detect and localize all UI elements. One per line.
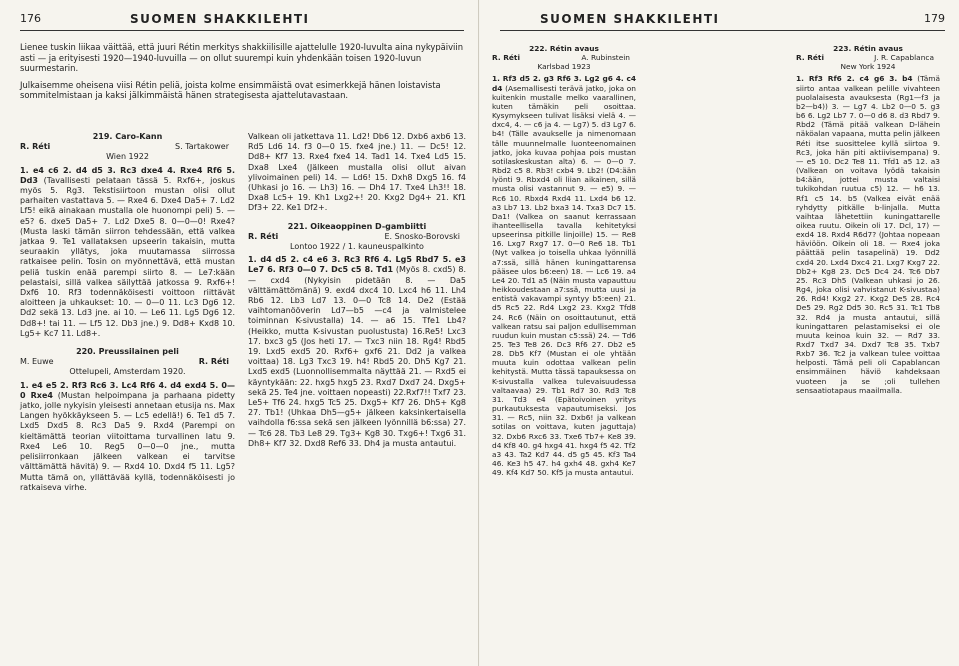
game-title: 221. Oikeaoppinen D-gambiitti bbox=[287, 221, 427, 231]
black-player: R. Réti bbox=[198, 357, 229, 367]
running-head-left bbox=[20, 12, 464, 31]
game-title: 222. Rétin avaus bbox=[529, 44, 599, 53]
game-players bbox=[20, 357, 235, 367]
white-player: R. Réti bbox=[248, 231, 279, 241]
game-moves bbox=[20, 381, 235, 493]
page-number: 176 bbox=[20, 12, 41, 25]
key-moves: 1. Rf3 d5 2. g3 Rf6 3. Lg2 g6 4. c4 d4 bbox=[492, 74, 636, 93]
game-moves bbox=[492, 74, 636, 477]
game-meta: Lontoo 1922 / 1. kauneuspalkinto bbox=[290, 242, 424, 252]
black-player: J. R. Capablanca bbox=[874, 53, 934, 63]
key-moves: 1. Rf3 Rf6 2. c4 g6 3. b4 bbox=[796, 74, 913, 84]
game-moves bbox=[248, 255, 466, 449]
black-player: A. Rubinstein bbox=[581, 53, 630, 63]
white-player: R. Réti bbox=[20, 142, 51, 152]
annotated-moves: (Tämä siirto antaa valkean pelille vivahteen puolalaisesta avauksesta (Rg1—f3 ja b2—b4)) 3. — Lg7 4. Lb2 0—0 5. g3 b6 6. Lg2 Lb7 7. 0—0 d6 8. d3 Rbd7 9. Rbd2 (Tämä pitää valkean D-lähein näköalan vapaana, mutta pelin jälkeen Réti itse suosittelee kyllä siirtoa 9. Rc3, joka hän piti aktiivisempana) 9. — e5 10. Dc2 Te8 11. Tfd1 a5 12. a3 (Valkean on voitava lyödä takaisin b4:ään, jottei musta valtaisi tukikohdan ruutua c5) 12. — h6 13. Rf1 c5 14. b5 (Valkea eivät enää ryhdytty pitkälle b-linjalla. Mutta vaihtaa lähetettiin kuningattarelle oikea ruutu. Oikein oli 17. Dcl, 17) — exd4 18. Rxd4 R6d7? (Johtaa nopeaan häviöön. Oikein oli 18. — Rxe4 joka päättää pelin tasapelinä) 19. Dd2 cxd4 20. Lxd4 Dxc4 21. Lxg7 Kxg7 22. Db2+ Kg8 23. Dc5 Dc4 24. Tc6 Db7 25. Rc3 Dh5 (Valkean uhkasi jo 26. Rg4, joka olisi vahvistanut K-sivustaa) 26. Rd4! Kxg2 27. Kxg2 De5 28. Rc4 De5 29. Rg2 Dd5 30. Rc5 31. Tc1 Tb8 32. Rd4 ja musta antautui, sillä kuningattaren pelastamiseksi ei ole muuta keinoa kuin 32. — Rd7 33. Rxd7 Txd7 34. Dxd7 Tc8 35. Txb7 Rxb7 36. Tc2 ja valkean tulee voittaa helposti. Tämä peli oli Capablancan ensimmäinen häviö kahdeksaan vuoteen ja se ;oli tullehen sensaatiotapaus maailmalla. bbox=[796, 74, 940, 395]
column-1 bbox=[492, 44, 636, 485]
white-player: M. Euwe bbox=[20, 357, 54, 367]
game-players bbox=[248, 232, 466, 242]
right-page bbox=[480, 0, 959, 666]
annotated-moves: (Myös 8. cxd5) 8. — cxd4 (Nykyisin pidetään 8. — Da5 välttämättömänä) 9. exd4 dxc4 10. Lxc4 h6 11. Lh4 Rb6 12. Lb3 Ld7 13. 0—0 Tc8 14. De2 (Estää vaihtomanööverin Ld7—b5 —c4 ja valmistelee toiminnan K-sivustalla) 14. — a6 15. Tfe1 Lb4? (Heikko, mutta K-sivustan puolustusta) 16.Re5! Lxc3 17. bxc3 g5 (Jos heti 17. — Txc3 niin 18. Rg4! Rbd5 19. Lxd5 exd5 20. Rxf6+ gxf6 21. Dd2 ja valkea voittaa) 18. Lg3 Txc3 19. h4! Rbd5 20. Dh5 Kg7 21. Lxd5 exd5 (Luonnollisemmalta näyttää 21. — Rxd5 ei käyntykään: 22. hxg5 hxg5 23. Rxd7 Dxd7 24. Dxg5+ sekä 25. Te4 jne. voittaen nopeasti) 22.Rxf7!! Txf7 23. Le5+ Tf6 24. hxg5 Tc5 25. Dxg5+ Kf7 26. Dh5+ Kg8 27. Tb1! (Uhkaa Dh5—g5+ jälkeen kaksinkertaisella vaihdolla f6:ssa sekä sen jälkeen lyönnillä b6:ssa) 27. — Tc6 28. Tb3 Le8 29. Tg3+ Kg8 30. Txg6+! Txg6 31. Dh8+ Kf7 32. Dxd8 Ref6 33. Dh4 ja musta antautui. bbox=[248, 265, 466, 448]
game-meta: New York 1924 bbox=[840, 62, 896, 72]
journal-title: SUOMEN SHAKKILEHTI bbox=[130, 12, 310, 26]
game-header bbox=[796, 44, 940, 71]
game-meta: Ottelupeli, Amsterdam 1920. bbox=[69, 367, 186, 377]
game-moves bbox=[796, 74, 940, 394]
white-player: R. Réti bbox=[796, 53, 824, 63]
game-header bbox=[20, 347, 235, 378]
left-page bbox=[0, 0, 479, 666]
intro-paragraph-1: Lienee tuskin liikaa väittää, että juuri Rétin merkitys shakkiilisille ajattelulle 1920-luvulta aina nykypäiviin asti — ja erityisesti 1920—1940-luvuilla — on ollut suurempi kuin yhdenkään toisen 1920-luvun suurmestarin. bbox=[20, 42, 464, 73]
game-players bbox=[20, 142, 235, 152]
black-player: E. Snosko-Borovski bbox=[384, 231, 460, 241]
key-moves: 1. e4 c6 2. d4 d5 3. Rc3 dxe4 4. Rxe4 Rf6 5. Dd3 bbox=[20, 165, 235, 185]
annotated-moves: Valkean oli jatkettava 11. Ld2! Db6 12. Dxb6 axb6 13. Rd5 Ld6 14. f3 0—0 15. fxe4 jne.) 11. — Dc5! 12. Dd8+ Kf7 13. Rxe4 fxe4 14. Tad1 14. Txe4 Ld5 15. Dxa8 Lxe4 (Jälkeen mustalla olisi ollut aivan ylivoimainen peli) 14. — Ld6! 15. Dxh8 Dxg5 16. f4 (Uhkasi jo 16. — Lh3) 16. — Dh4 17. Txe4 Lh3!! 18. Dxa8 Lc5+ 19. Kh1 Lxg2+! 20. Kxg2 Dg4+ 21. Kf1 Df3+ 22. Ke1 Df2+. bbox=[248, 132, 466, 213]
white-player: R. Réti bbox=[492, 53, 520, 63]
annotated-moves: (Mustan helpoimpana ja parhaana pidetty jatko, jolle nykyisin yleisesti annetaan etusija ns. Max Langen hyökkäykseen 5. — Lc5 edellä!) 6. Te1 d5 7. Lxd5 Dxd5 8. Rc3 Da5 9. Rxd4 (Parempi on kieltämättä teorian viitoittama turvallinen latu 9. Rxe4 Le6 10. Reg5 0—0—0 jne., mutta pelisiirronkaan jälkeen valkean ei tarvitse välttämättä hävitä) 9. — Rxd4 10. Dxd4 f5 11. Lg5? Mutta tämä on, yllättävää kyllä, todennäköisesti jo ratkaiseva virhe. bbox=[20, 390, 236, 492]
game-title: 219. Caro-Kann bbox=[92, 132, 163, 141]
column-2 bbox=[248, 132, 466, 457]
game-header bbox=[248, 222, 466, 253]
game-title: 220. Preussilainen peli bbox=[76, 347, 179, 357]
key-moves: 1. e4 e5 2. Rf3 Rc6 3. Lc4 Rf6 4. d4 exd4 5. 0—0 Rxe4 bbox=[20, 380, 235, 400]
game-players bbox=[796, 53, 940, 62]
game-meta: Wien 1922 bbox=[106, 152, 149, 162]
game-moves bbox=[20, 166, 235, 339]
intro-text bbox=[20, 42, 464, 101]
journal-title: SUOMEN SHAKKILEHTI bbox=[540, 12, 720, 26]
page-number: 179 bbox=[924, 12, 945, 25]
game-meta: Karlsbad 1923 bbox=[537, 62, 591, 72]
annotated-moves: (Asemallisesti terävä jatko, joka on kuitenkin mustalle melko vaarallinen, kuten tämäkin peli osoittaa. Kysymykseen tulivat lisäksi vielä 4. — dxc4, 4. — c6 ja 4. — Lg7) 5. d3 Lg7 6. b4! (Tälle avaukselle ja nimenomaan tälle muunnelmalle luonteenomainen jatko, joka kuvaa pohjaa pois mustan sotilaskeskustan alta) 6. — 0—0 7. Rbd2 c5 8. Rb3! cxb4 9. Lb2! (D4:ään lyönti 9. Rbxd4 oli liian aikainen, sillä musta olisi vastannut 9. — e5) 9. — Rc6 10. Rbxd4 Rxd4 11. Lxd4 b6 12. a3 Lb7 13. Lb2 bxa3 14. Txa3 Dc7 15. Da1! (Valkea on saanut kerrassaan ihanteellisella tavalla kehitetyksi upseerinsa pitkille linjoille) 15. — Re8 16. Lxg7 Rxg7 17. 0—0 Re6 18. Tb1 (Nyt valkea jo toisella uhkaa lyönnillä a7:ssä, sillä hänen kuningattarensa pääsee ulos b6:een) 18. — Lc6 19. a4 Le4 20. Td1 a5 (Näin musta vapauttuu heikkoudestaan a7:ssä, mutta uusi ja entistä vakavampi syntyy b5:een) 21. d5 Rc5 22. Rd4 Lxg2 23. Kxg2 Tfd8 24. Rc6 (Näin on osoittautunut, että valkean ratsu sai paljon edullisemman ruudun kuin mustan c5:ssä) 24. — Td6 25. Te3 Te8 26. Dc3 Rf6 27. Db2 e5 28. Db5 Kf7 (Mustan ei ole yhtään muuta kuin odottaa valkean pelin kehitystä. Mutta tässä tapauksessa on K-sivustalla valkea tulevaisuudessa valtaavaa) 29. Tb1 Rd7 30. Rd3 Tc8 31. Td3 e4 (Epätoivoinen yritys purkautuksesta vapautumiseksi. Jos 31. — Rc5, niin 32. Dxb6! ja valkean sotilas on voittava, kuten jaguttaja) 32. Dxb6 Rxc6 33. Txe6 Tb7+ Ke8 39. d4 Kf8 40. g4 hxg4 41. hxg4 f5 42. Tf2 a3 43. Ta2 Kd7 44. d5 g5 45. Kf3 Ta4 46. Ke3 h5 47. h4 gxh4 48. gxh4 Ke7 49. Kf4 Kd7 50. Kf5 ja musta antautui. bbox=[492, 83, 636, 478]
game-players bbox=[492, 53, 636, 62]
key-moves: 1. d4 d5 2. c4 e6 3. Rc3 Rf6 4. Lg5 Rbd7 5. e3 Le7 6. Rf3 0—0 7. Dc5 c5 8. Td1 bbox=[248, 255, 466, 275]
annotated-moves: (Tavallisesti pelataan tässä 5. Rxf6+, joskus myös 5. Rg3. Tekstisiirtoon mustan olisi ollut parhaiten vastattava 5. — Rxe4 6. Dxe4 Da5+ 7. Ld2 Lf5! eikä ainakaan mustalla ole huonompi peli) 5. — e5? 6. dxe5 Da5+ 7. Ld2 Dxe5 8. 0—0—0! Rxe4? (Musta laski tämän siirron tehdessään, että valkea jatkaa 9. Te1 vallataksen upseerin takaisin, mutta seuraakin yllätys, joka muutamassa siirrossa ratkaisee pelin. Tosin on myönnettävä, että mustan peliä tuskin enää parempi siirto 8. — Le7:kään pelastaisi, sillä valkea säilyttää jatkossa 9. Rxf6+! Dxf6 10. Rf3 todennäköisesti voittoon riittävät aloitteen ja uhkaukset: 10. — 0—0 11. Lc3 Dg6 12. Dd2 sekä 13. Ld3 jne. ai 10. — Le6 11. Lg5 Dg6 12. Dd8+! tai 11. — Lf5 12. Db3 jne.) 9. Dd8+ Kxd8 10. Lg5+ Kc7 11. Ld8+. bbox=[20, 175, 236, 338]
black-player: S. Tartakower bbox=[175, 142, 229, 152]
running-head-right bbox=[500, 12, 945, 31]
game-header bbox=[492, 44, 636, 71]
column-3 bbox=[796, 44, 940, 403]
intro-paragraph-2: Julkaisemme oheisena viisi Rétin peliä, joista kolme ensimmäistä ovat esimerkkejä hänen loistavista sommitelmistaan ja kaksi jälkimmäistä hänen strategisesta ajattelutavastaan. bbox=[20, 79, 441, 100]
game-moves-continued bbox=[248, 132, 466, 214]
column-1 bbox=[20, 132, 235, 501]
game-title: 223. Rétin avaus bbox=[833, 44, 903, 53]
game-header bbox=[20, 132, 235, 163]
